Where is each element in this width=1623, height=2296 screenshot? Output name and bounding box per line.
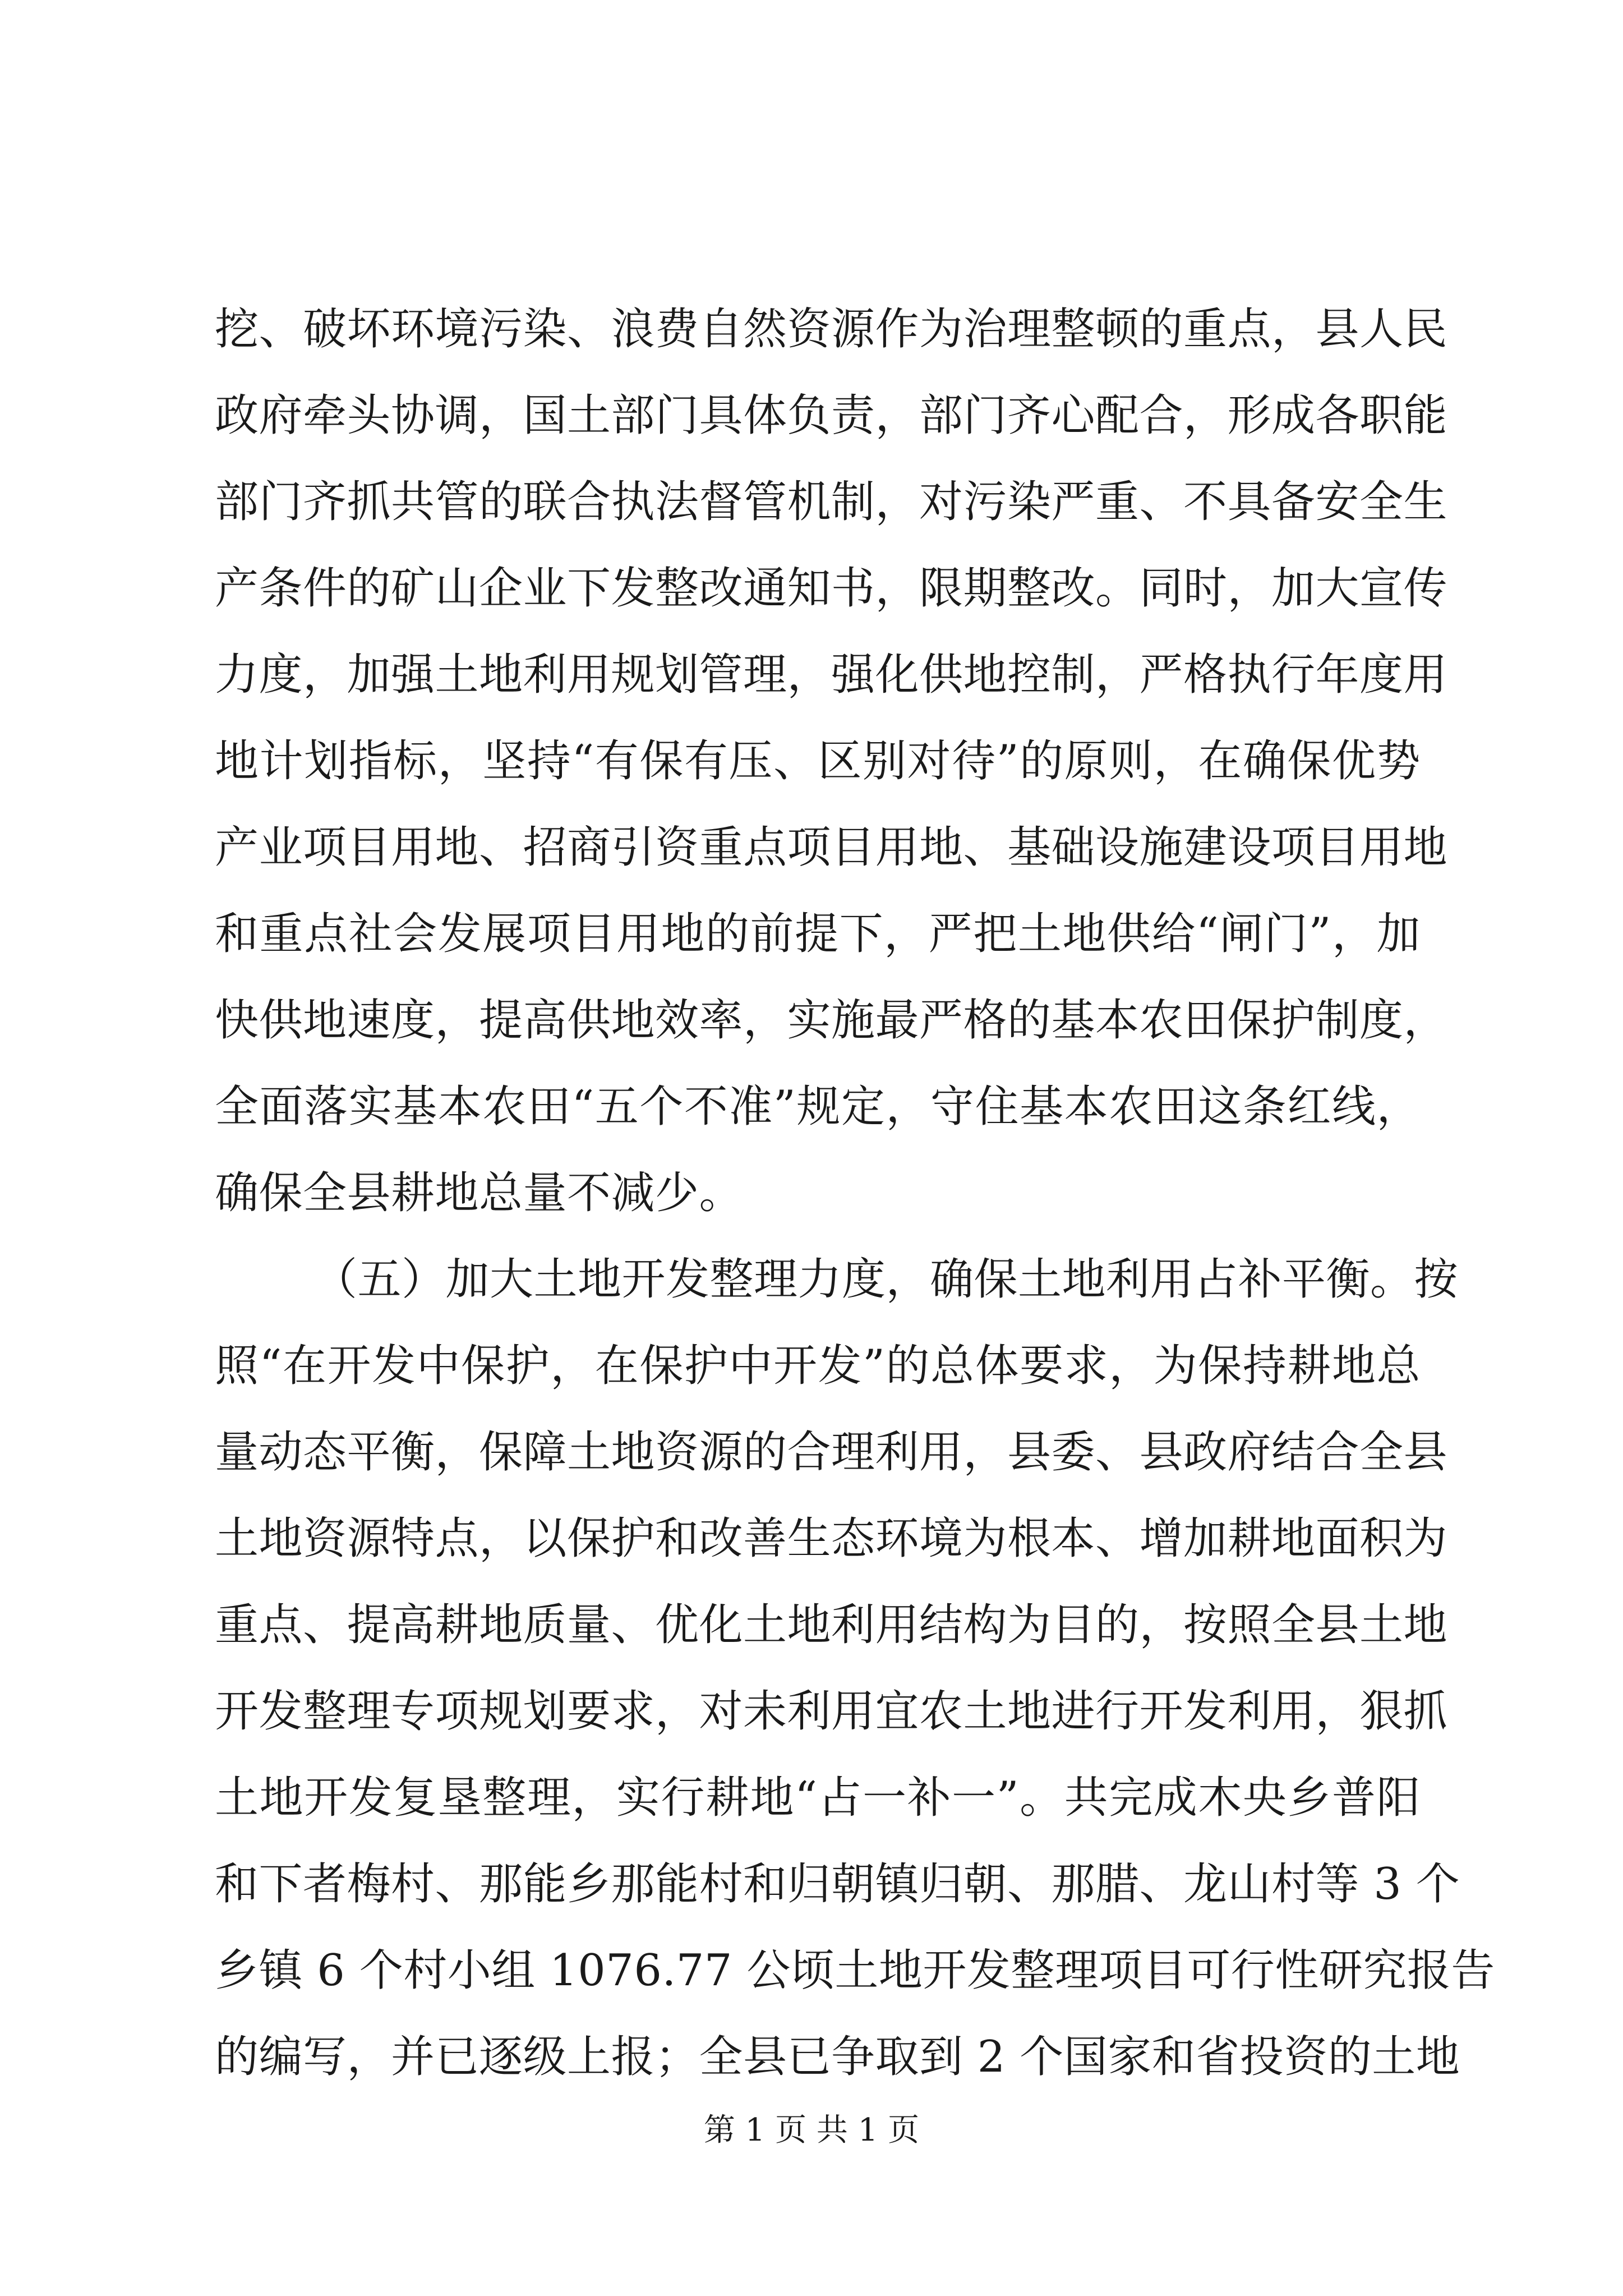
paragraph-line: 快供地速度，提高供地效率，实施最严格的基本农田保护制度， [215,995,1448,1046]
paragraph-line: 照“在开发中保护，在保护中开发”的总体要求，为保持耕地总 [215,1341,1421,1391]
paragraph-line: 重点、提高耕地质量、优化土地利用结构为目的，按照全县土地 [215,1600,1448,1650]
paragraph-line: 全面落实基本农田“五个不准”规定，守住基本农田这条红线， [215,1082,1421,1132]
paragraph-line: 产条件的矿山企业下发整改通知书，限期整改。同时，加大宣传 [215,563,1448,614]
paragraph-line: 乡镇 6 个村小组 1076.77 公顷土地开发整理项目可行性研究报告 [215,1945,1495,1996]
paragraph-line: 地计划指标，坚持“有保有压、区别对待”的原则，在确保优势 [215,736,1421,786]
paragraph-line: 土地资源特点，以保护和改善生态环境为根本、增加耕地面积为 [215,1513,1448,1564]
paragraph-line: 和重点社会发展项目用地的前提下，严把土地供给“闸门”，加 [215,909,1421,959]
paragraph-line: 量动态平衡，保障土地资源的合理利用，县委、县政府结合全县 [215,1427,1448,1478]
paragraph-1 [215,286,1448,1236]
document-body [215,286,1495,2100]
paragraph-line: 力度，加强土地利用规划管理，强化供地控制，严格执行年度用 [215,650,1448,700]
paragraph-line: 部门齐抓共管的联合执法督管机制，对污染严重、不具备安全生 [215,477,1448,527]
page-number-label: 第 1 页 共 1 页 [703,2112,920,2148]
paragraph-line: 确保全县耕地总量不减少。 [215,1168,744,1218]
page-footer [0,2108,1623,2153]
paragraph-line: 开发整理专项规划要求，对未利用宜农土地进行开发利用，狠抓 [215,1686,1448,1737]
paragraph-line: 的编写，并已逐级上报；全县已争取到 2 个国家和省投资的土地 [215,2032,1460,2082]
paragraph-line: 政府牵头协调，国土部门具体负责，部门齐心配合，形成各职能 [215,390,1448,441]
paragraph-2 [215,1236,1495,2100]
paragraph-line: （五）加大土地开发整理力度，确保土地利用占补平衡。按 [313,1254,1459,1305]
paragraph-line: 土地开发复垦整理，实行耕地“占一补一”。共完成木央乡普阳 [215,1773,1421,1823]
paragraph-line: 挖、破坏环境污染、浪费自然资源作为治理整顿的重点，县人民 [215,304,1448,355]
paragraph-line: 产业项目用地、招商引资重点项目用地、基础设施建设项目用地 [215,822,1448,873]
paragraph-line: 和下者梅村、那能乡那能村和归朝镇归朝、那腊、龙山村等 3 个 [215,1859,1460,1910]
